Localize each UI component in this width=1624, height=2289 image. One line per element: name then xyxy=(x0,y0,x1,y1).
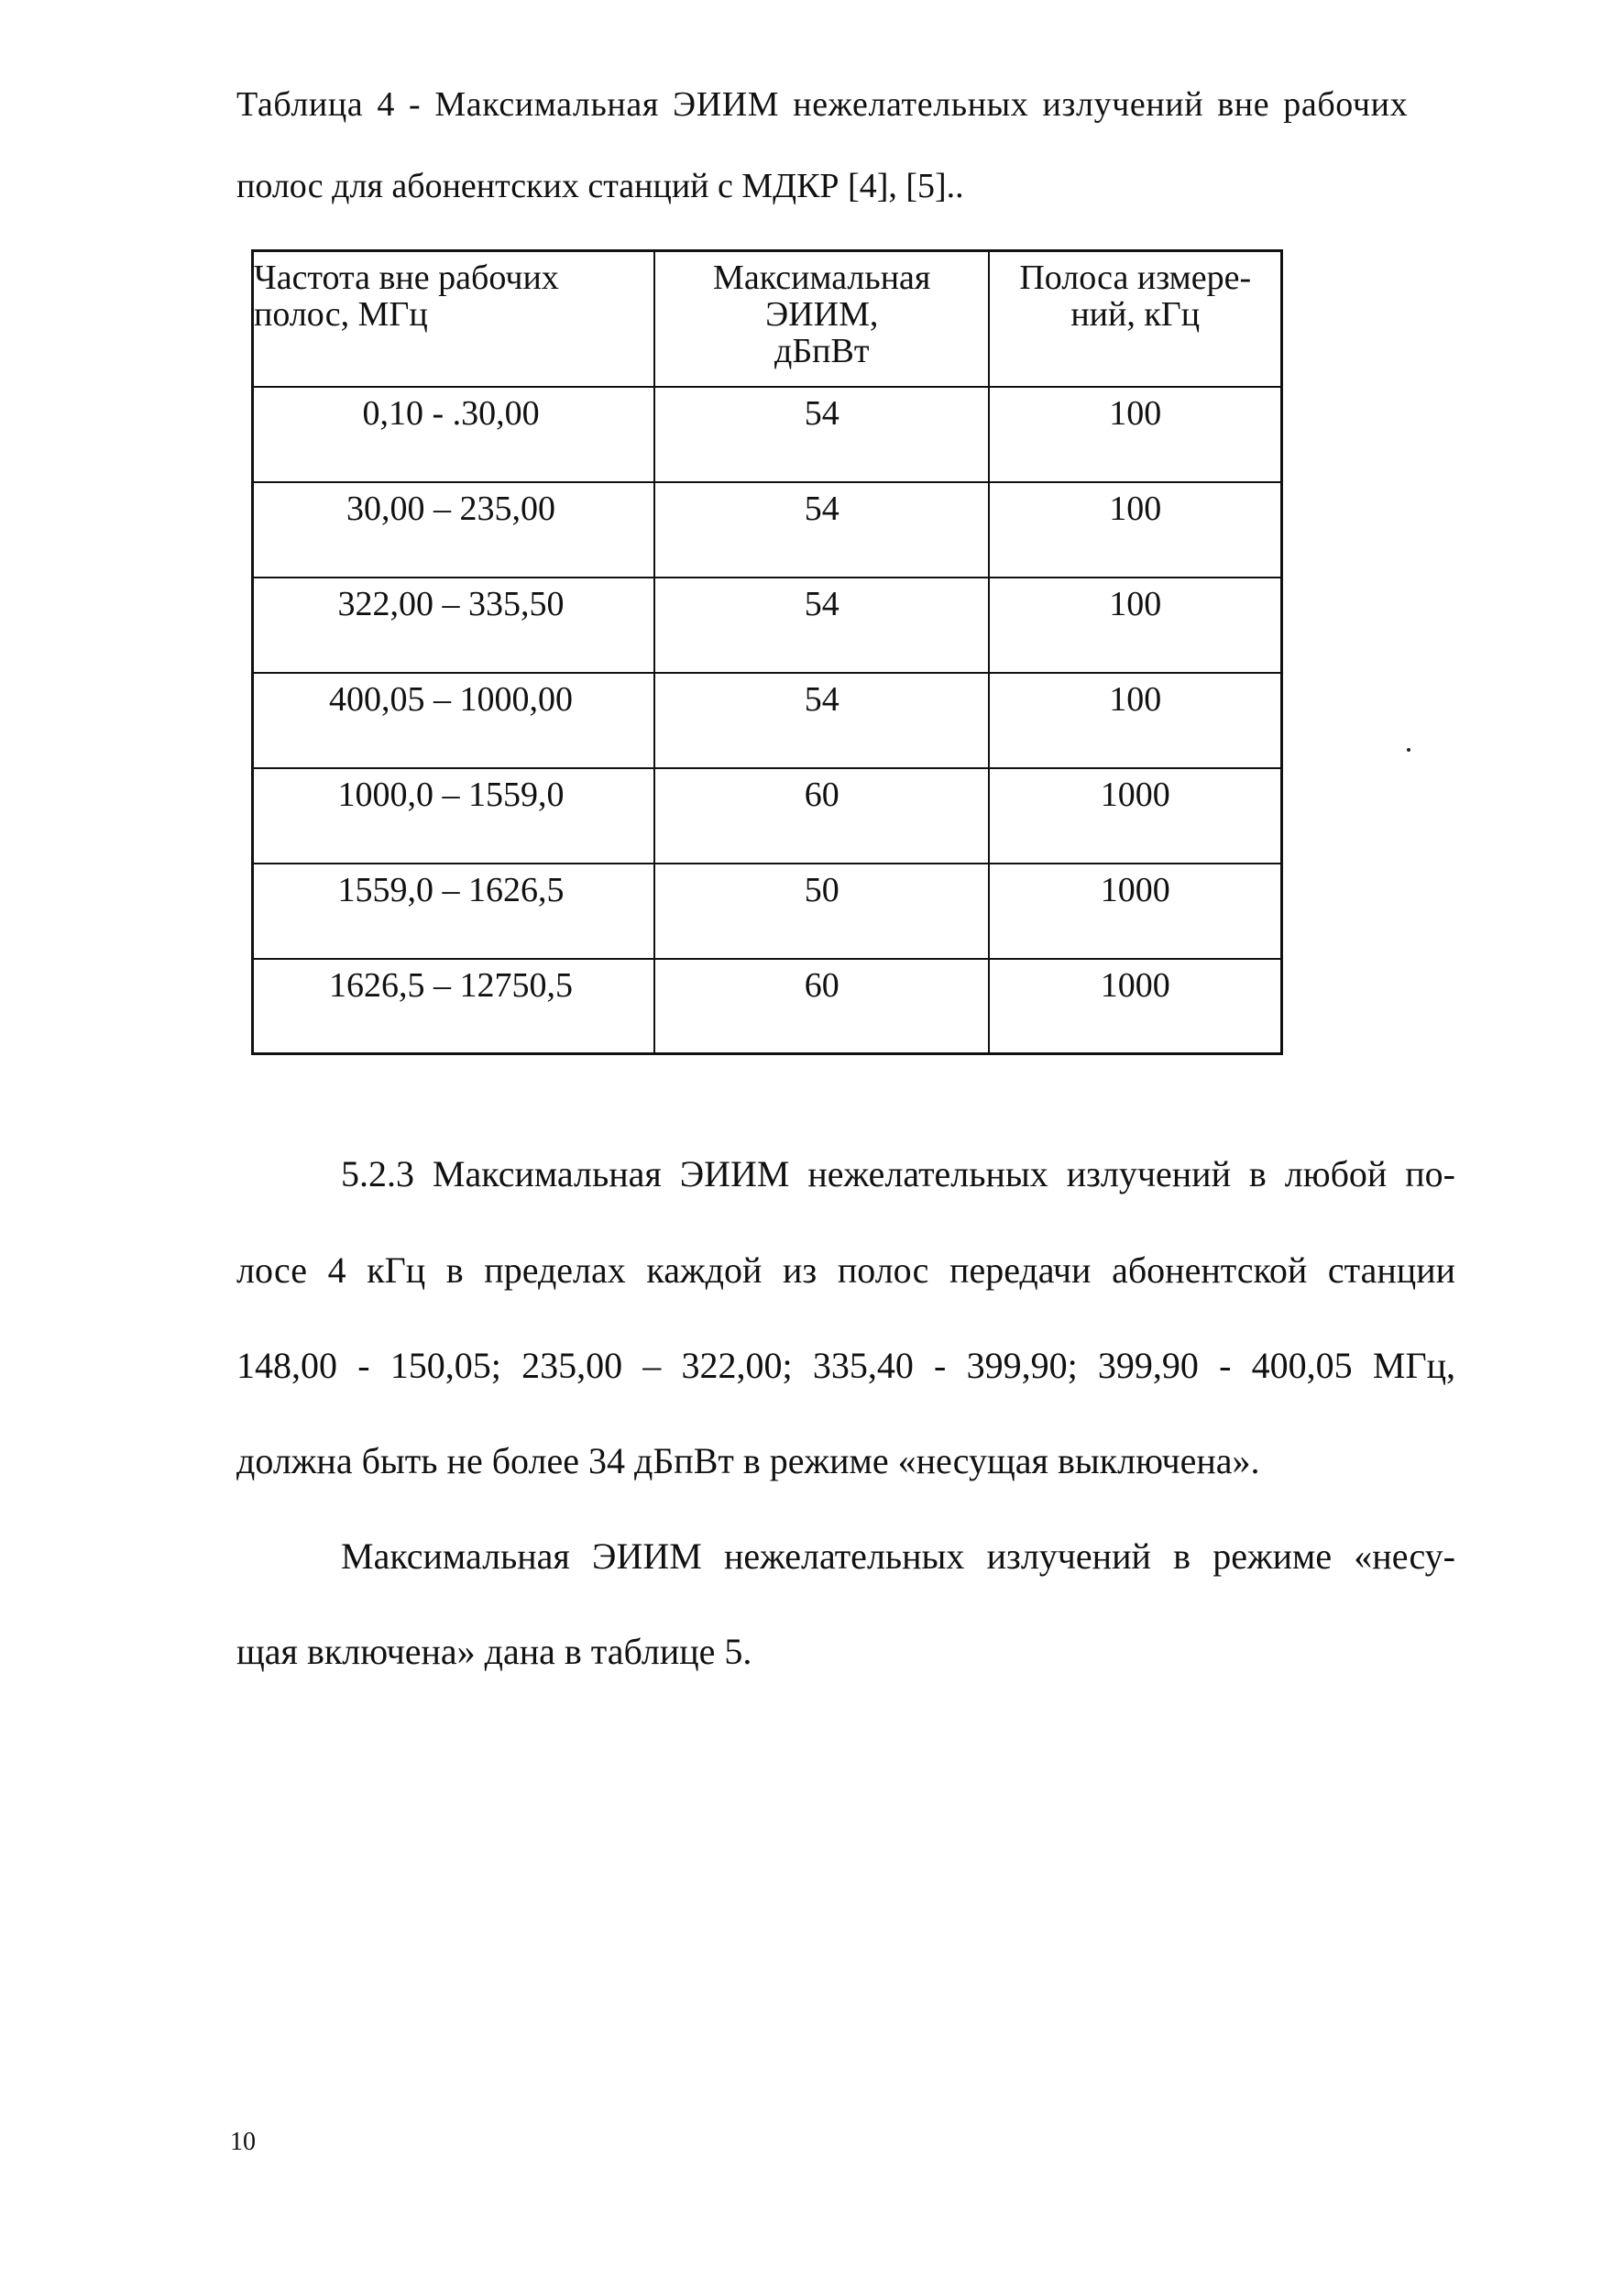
cell-max-eirp: 54 xyxy=(654,482,989,578)
table-row xyxy=(253,959,1282,1054)
cell-measurement-band: 1000 xyxy=(989,864,1281,959)
cell-measurement-band: 1000 xyxy=(989,959,1281,1054)
paragraph-carrier-on-line: Максимальная ЭИИМ нежелательных излучений в режиме «несу- xyxy=(341,1535,1455,1577)
header-measurement-band-line: Полоса измере- xyxy=(1019,259,1252,297)
table-row xyxy=(253,387,1282,482)
header-measurement-band xyxy=(989,251,1281,387)
cell-max-eirp: 60 xyxy=(654,768,989,864)
paragraph-5-2-3-line: лосе 4 кГц в пределах каждой из полос передачи абонентской станции xyxy=(236,1249,1455,1291)
cell-measurement-band: 100 xyxy=(989,578,1281,673)
cell-max-eirp: 54 xyxy=(654,673,989,768)
table-row xyxy=(253,864,1282,959)
cell-frequency: 1559,0 – 1626,5 xyxy=(253,864,655,959)
cell-max-eirp: 50 xyxy=(654,864,989,959)
cell-frequency: 322,00 – 335,50 xyxy=(253,578,655,673)
scan-speck xyxy=(1407,748,1410,752)
cell-frequency: 400,05 – 1000,00 xyxy=(253,673,655,768)
table-caption-line-1: Таблица 4 - Максимальная ЭИИМ нежелательных излучений вне рабочих xyxy=(236,85,1409,124)
header-frequency-line: полос, МГц xyxy=(254,295,428,334)
table-row xyxy=(253,578,1282,673)
paragraph-5-2-3-line: 148,00 - 150,05; 235,00 – 322,00; 335,40 - 399,90; 399,90 - 400,05 МГц, xyxy=(236,1345,1455,1386)
emissions-table xyxy=(251,249,1283,1055)
cell-max-eirp: 54 xyxy=(654,387,989,482)
cell-frequency: 0,10 - .30,00 xyxy=(253,387,655,482)
page-number: 10 xyxy=(230,2128,256,2156)
cell-measurement-band: 1000 xyxy=(989,768,1281,864)
cell-measurement-band: 100 xyxy=(989,482,1281,578)
cell-frequency: 1626,5 – 12750,5 xyxy=(253,959,655,1054)
table-row xyxy=(253,673,1282,768)
header-max-eirp-line: дБпВт xyxy=(774,332,870,370)
cell-frequency: 30,00 – 235,00 xyxy=(253,482,655,578)
header-frequency xyxy=(253,251,655,387)
paragraph-carrier-on-line: щая включена» дана в таблице 5. xyxy=(236,1631,752,1672)
cell-frequency: 1000,0 – 1559,0 xyxy=(253,768,655,864)
table-header-row xyxy=(253,251,1282,387)
header-frequency-line: Частота вне рабочих xyxy=(254,259,559,297)
paragraph-5-2-3-line: 5.2.3 Максимальная ЭИИМ нежелательных излучений в любой по- xyxy=(341,1153,1455,1194)
table-row xyxy=(253,768,1282,864)
header-max-eirp-line: Максимальная xyxy=(713,259,931,297)
cell-measurement-band: 100 xyxy=(989,387,1281,482)
cell-max-eirp: 60 xyxy=(654,959,989,1054)
table-caption-line-2: полос для абонентских станций с МДКР [4], [5].. xyxy=(236,167,964,205)
header-max-eirp xyxy=(654,251,989,387)
paragraph-5-2-3-line: должна быть не более 34 дБпВт в режиме «несущая выключена». xyxy=(236,1440,1260,1481)
cell-max-eirp: 54 xyxy=(654,578,989,673)
header-measurement-band-line: ний, кГц xyxy=(1070,295,1201,334)
cell-measurement-band: 100 xyxy=(989,673,1281,768)
table-row xyxy=(253,482,1282,578)
header-max-eirp-line: ЭИИМ, xyxy=(765,295,879,334)
